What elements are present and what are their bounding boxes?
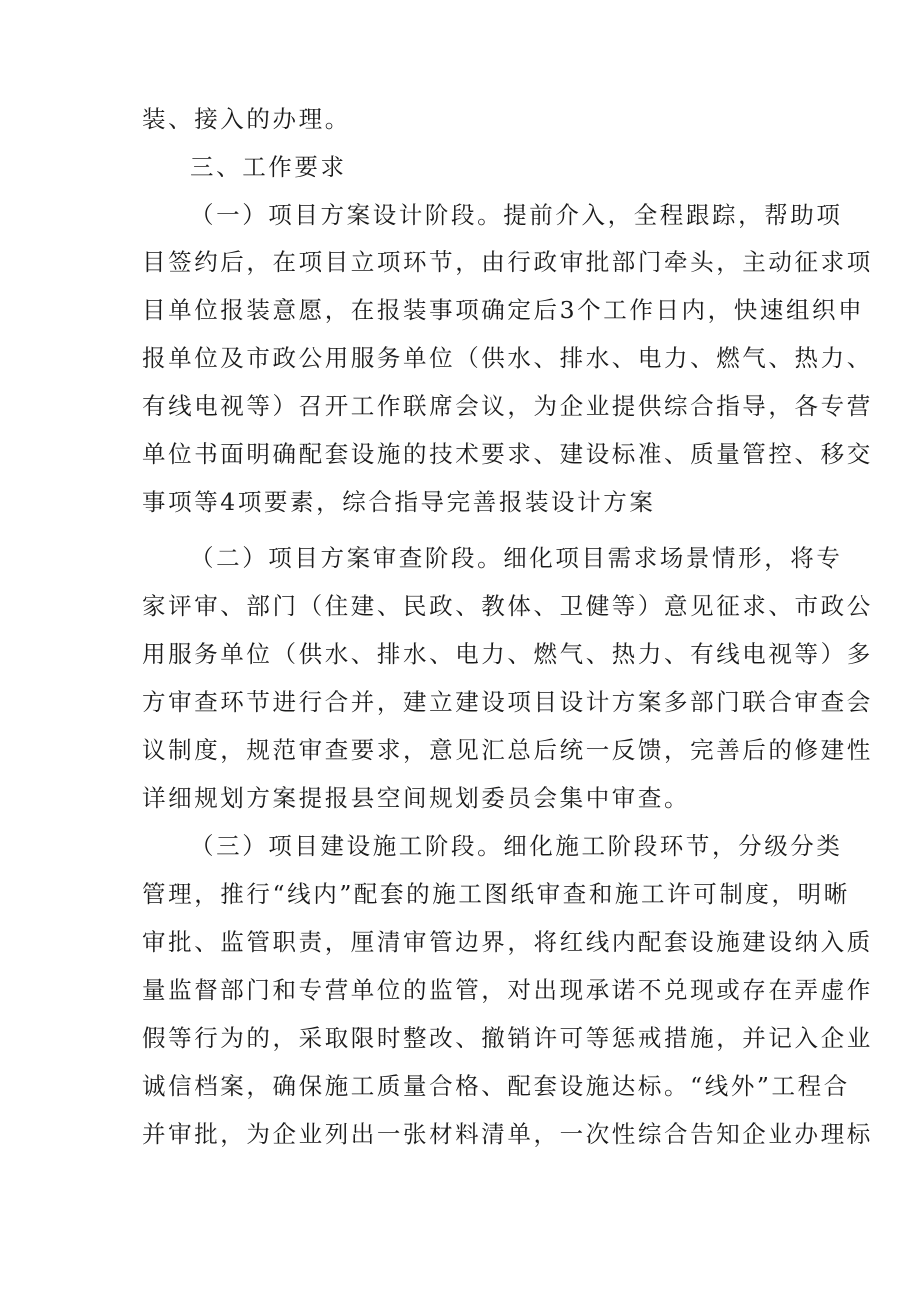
paragraph-1-line: 单位书面明确配套设施的技术要求、建设标准、质量管控、移交 <box>142 440 873 468</box>
paragraph-1-line: 目签约后，在项目立项环节，由行政审批部门牵头，主动征求项 <box>142 248 873 276</box>
paragraph-2-line: 用服务单位（供水、排水、电力、燃气、热力、有线电视等）多 <box>142 640 873 668</box>
paragraph-1-line: （一）项目方案设计阶段。提前介入，全程跟踪，帮助项 <box>190 201 843 229</box>
paragraph-1-line: 事项等4项要素，综合指导完善报装设计方案 <box>142 488 656 516</box>
paragraph-2-line: 详细规划方案提报县空间规划委员会集中审查。 <box>142 784 691 812</box>
text-line: 装、接入的办理。 <box>142 105 351 133</box>
paragraph-3-line: 并审批，为企业列出一张材料清单，一次性综合告知企业办理标 <box>142 1120 873 1148</box>
section-heading: 三、工作要求 <box>190 153 347 181</box>
paragraph-3-line: 假等行为的，采取限时整改、撤销许可等惩戒措施，并记入企业 <box>142 1024 873 1052</box>
paragraph-3-line: （三）项目建设施工阶段。细化施工阶段环节，分级分类 <box>190 832 843 860</box>
paragraph-1-line: 报单位及市政公用服务单位（供水、排水、电力、燃气、热力、 <box>142 344 873 372</box>
paragraph-3-line: 审批、监管职责，厘清审管边界，将红线内配套设施建设纳入质 <box>142 928 873 956</box>
paragraph-1-line: 目单位报装意愿，在报装事项确定后3个工作日内，快速组织申 <box>142 296 865 324</box>
paragraph-3-line: 诚信档案，确保施工质量合格、配套设施达标。“线外”工程合 <box>142 1072 850 1100</box>
paragraph-2-line: 议制度，规范审查要求，意见汇总后统一反馈，完善后的修建性 <box>142 736 873 764</box>
paragraph-2-line: 方审查环节进行合并，建立建设项目设计方案多部门联合审查会 <box>142 688 873 716</box>
paragraph-1-line: 有线电视等）召开工作联席会议，为企业提供综合指导，各专营 <box>142 392 873 420</box>
paragraph-3-line: 量监督部门和专营单位的监管，对出现承诺不兑现或存在弄虚作 <box>142 976 873 1004</box>
paragraph-3-line: 管理，推行“线内”配套的施工图纸审查和施工许可制度，明晰 <box>142 880 850 908</box>
paragraph-2-line: 家评审、部门（住建、民政、教体、卫健等）意见征求、市政公 <box>142 592 873 620</box>
paragraph-2-line: （二）项目方案审查阶段。细化项目需求场景情形，将专 <box>190 544 843 572</box>
